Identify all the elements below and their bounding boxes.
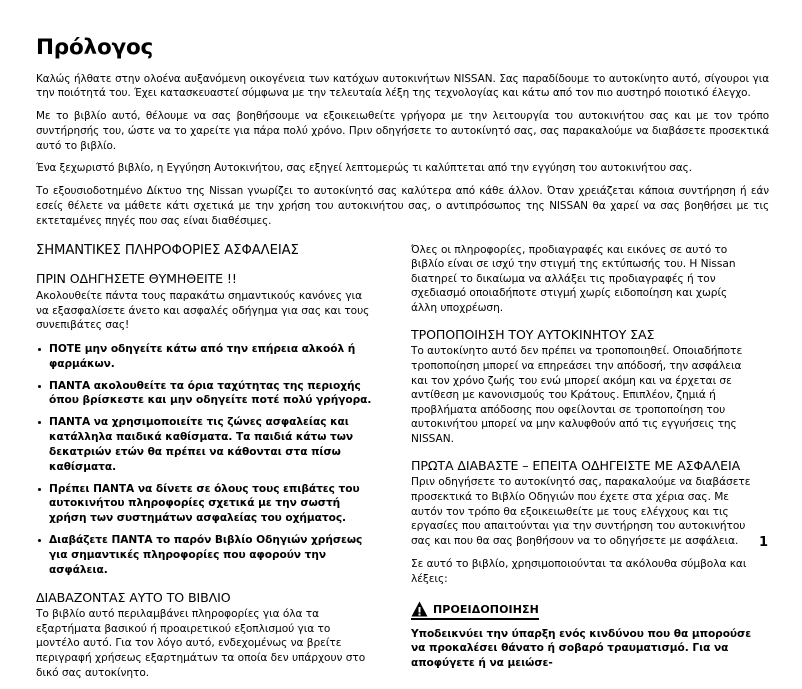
- warning-description: Υποδεικνύει την ύπαρξη ενός κινδύνου που θα μπορούσε να προκαλέσει θάνατο ή σοβαρό τραυματισμό. Για να αποφύγετε ή να μειώσε-: [411, 627, 752, 670]
- left-column: [36, 243, 394, 689]
- list-item: ΠΟΤΕ μην οδηγείτε κάτω από την επήρεια αλκοόλ ή φαρμάκων.: [36, 342, 376, 372]
- before-driving-heading: ΠΡΙΝ ΟΔΗΓΗΣΕΤΕ ΘΥΜΗΘΕΙΤΕ !!: [36, 271, 237, 287]
- page-number: 1: [758, 535, 768, 550]
- intro-paragraph: Με το βιβλίο αυτό, θέλουμε να σας βοηθήσουμε να εξοικειωθείτε γρήγορα με την λειτουργία του αυτοκινήτου σας και με τον τρόπο συντήρησής του, ώστε να το χαρείτε για πάρα πολύ χρόνο. Πριν οδηγήσετε το αυτοκίνητό σας, σας παρακαλούμε να διαβάσετε προσεκτικά αυτό το βιβλίο.: [36, 110, 769, 152]
- safety-information-heading: ΣΗΜΑΝΤΙΚΕΣ ΠΛΗΡΟΦΟΡΙΕΣ ΑΣΦΑΛΕΙΑΣ: [36, 242, 299, 258]
- warning-triangle-icon: [411, 601, 428, 617]
- intro-section: [36, 72, 769, 229]
- warning-label: ΠΡΟΕΙΔΟΠΟΙΗΣΗ: [433, 603, 539, 617]
- warning-block: [411, 601, 752, 671]
- list-item: ΠΑΝΤΑ ακολουθείτε τα όρια ταχύτητας της περιοχής όπου βρίσκεστε και μην οδηγείτε ποτέ πολύ γρήγορα.: [36, 379, 376, 409]
- specifications-notice: Όλες οι πληροφορίες, προδιαγραφές και εικόνες σε αυτό το βιβλίο είναι σε ισχύ την στιγμή της εκτύπωσής του. Η Nissan διατηρεί το δικαίωμα να αλλάξει τις προδιαγραφές ή τον σχεδιασμό οποιαδήποτε στιγμή χωρίς ειδοποίηση και χωρίς άλλη υποχρέωση.: [411, 243, 736, 314]
- before-driving-intro: Ακολουθείτε πάντα τους παρακάτω σημαντικούς κανόνες για να εξασφαλίσετε άνετο και ασφαλές οδήγημα για σας και τους συνεπιβάτες σας!: [36, 290, 370, 332]
- list-item: Διαβάζετε ΠΑΝΤΑ το παρόν Βιβλίο Οδηγιών χρήσεως για σημαντικές πληροφορίες που αφορούν την ασφάλεια.: [36, 533, 376, 577]
- safety-rules-list: [36, 342, 376, 578]
- vehicle-modification-heading: ΤΡΟΠΟΠΟΙΗΣΗ ΤΟΥ ΑΥΤΟΚΙΝΗΤΟΥ ΣΑΣ: [411, 326, 655, 342]
- page-title: Πρόλογος: [36, 35, 154, 60]
- two-column-body: [36, 243, 769, 689]
- reading-this-manual-body: Το βιβλίο αυτό περιλαμβάνει πληροφορίες για όλα τα εξαρτήματα βασικού ή προαιρετικού εξοπλισμού για το μοντέλο αυτό. Για τον λόγο αυτό, ενδεχομένως να βρείτε περιγραφή χρήσεως εξαρτημάτων τα οποία δεν υπάρχουν στο δικό σας αυτοκίνητο.: [36, 608, 366, 679]
- list-item: ΠΑΝΤΑ να χρησιμοποιείτε τις ζώνες ασφαλείας και κατάλληλα παιδικά καθίσματα. Τα παιδιά κάτω των δεκατριών ετών θα πρέπει να κάθονται στα πίσω καθίσματα.: [36, 415, 376, 474]
- right-column: [394, 243, 752, 672]
- intro-paragraph: Καλώς ήλθατε στην ολοένα αυξανόμενη οικογένεια των κατόχων αυτοκινήτων NISSAN. Σας παραδίδουμε το αυτοκίνητο αυτό, σίγουροι για την ποιότητά του. Έχει κατασκευαστεί σύμφωνα με την τελευταία λέξη της τεχνολογίας και κάτω από τον πιο αυστηρό ποιοτικό έλεγχο.: [36, 72, 769, 100]
- vehicle-modification-body: Το αυτοκίνητο αυτό δεν πρέπει να τροποποιηθεί. Οποιαδήποτε τροποποίηση μπορεί να επηρεάσει την απόδοσή, την ασφάλεια και τον χρόνο ζωής του ενώ μπορεί ακόμη και να έρχεται σε αντίθεση με κανονισμούς του Κράτους. Επιπλέον, ζημιά ή προβλήματα απόδοσης που οφείλονται σε τροποποίηση του αυτοκινήτου μπορεί να μην καλυφθούν από τις εγγυήσεις της NISSAN.: [411, 345, 743, 445]
- read-first-drive-safely-heading: ΠΡΩΤΑ ΔΙΑΒΑΣΤΕ – ΕΠΕΙΤΑ ΟΔΗΓΕΙΣΤΕ ΜΕ ΑΣΦΑΛΕΙΑ: [411, 457, 741, 473]
- intro-paragraph: Ένα ξεχωριστό βιβλίο, η Εγγύηση Αυτοκινήτου, σας εξηγεί λεπτομερώς τι καλύπτεται από την εγγύηση του αυτοκινήτου σας.: [36, 162, 692, 175]
- reading-this-manual-heading: ΔΙΑΒΑΖΟΝΤΑΣ ΑΥΤΟ ΤΟ ΒΙΒΛΙΟ: [36, 589, 231, 605]
- list-item: Πρέπει ΠΑΝΤΑ να δίνετε σε όλους τους επιβάτες του αυτοκινήτου πληροφορίες σχετικά με την σωστή χρήση των συστημάτων ασφαλείας του οχήματος.: [36, 482, 376, 526]
- warning-header: [411, 601, 539, 620]
- symbols-intro-text: Σε αυτό το βιβλίο, χρησιμοποιούνται τα ακόλουθα σύμβολα και λέξεις:: [411, 558, 747, 585]
- intro-paragraph: Το εξουσιοδοτημένο Δίκτυο της Nissan γνωρίζει το αυτοκίνητό σας καλύτερα από κάθε άλλον. Όταν χρειάζεται κάποια συντήρηση ή εάν εσείς θέλετε να μάθετε κάτι σχετικά με την χρήση του αυτοκινήτου σας, ο αντιπρόσωπος της NISSAN θα χαρεί να σας βοηθήσει με τις εκτεταμένες πηγές που σας είναι διαθέσιμες.: [36, 185, 769, 227]
- read-first-drive-safely-body: Πριν οδηγήσετε το αυτοκίνητό σας, παρακαλούμε να διαβάσετε προσεκτικά το Βιβλίο Οδηγιών που έχετε στα χέρια σας. Με αυτόν τον τρόπο θα εξοικειωθείτε με τους ελέγχους και τις εργασίες που απαιτούνται για την συντήρηση του αυτοκινήτου σας και που θα σας βοηθήσουν να το οδηγήσετε με ασφάλεια.: [411, 476, 751, 547]
